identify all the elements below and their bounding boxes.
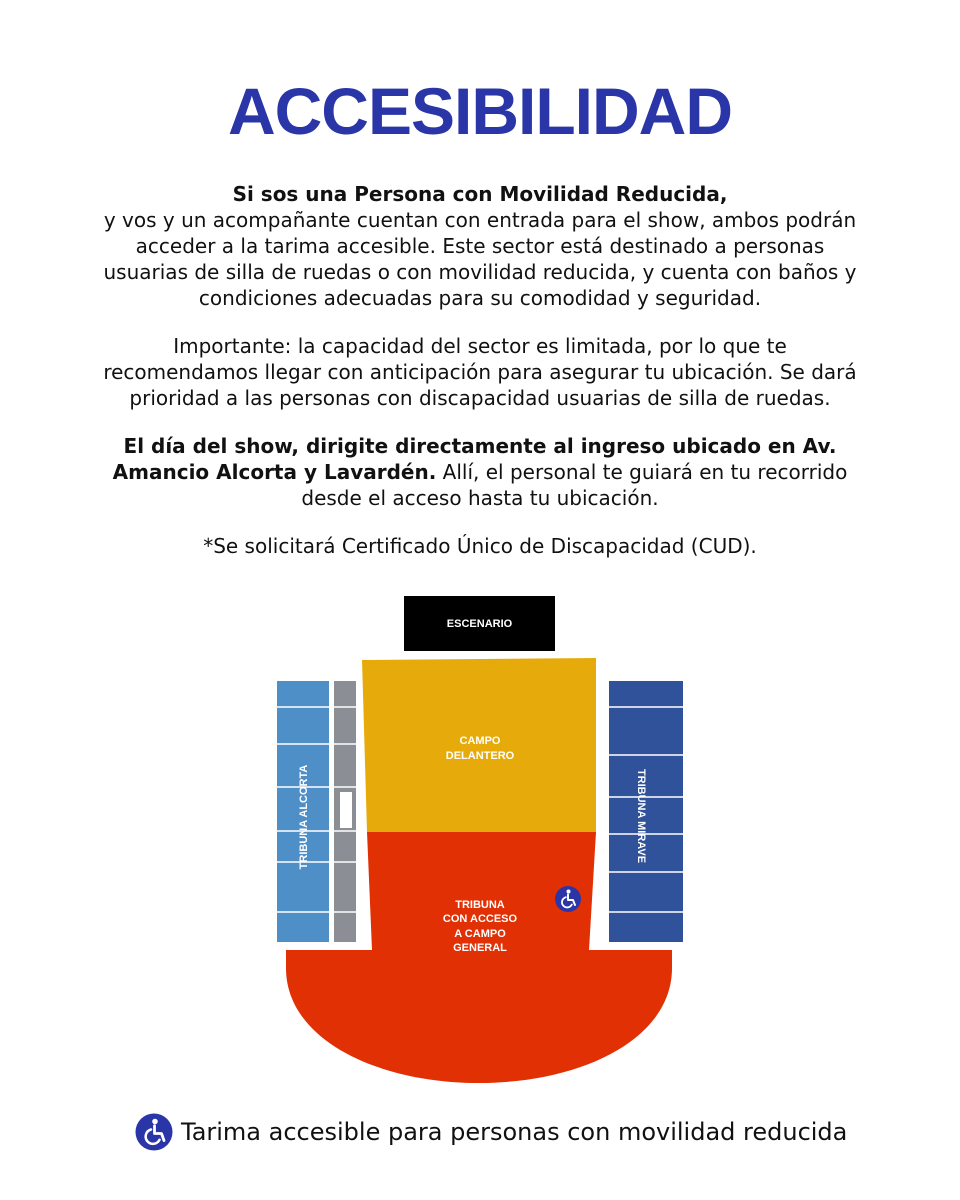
show-day-line-rest: Allí, el personal te guiará en tu recorrido bbox=[436, 460, 848, 484]
campo-general-label: CON ACCESO bbox=[442, 913, 518, 925]
campo-general-label: TRIBUNA bbox=[455, 899, 505, 911]
show-day-line: desde el acceso hasta tu ubicación. bbox=[301, 486, 659, 510]
page-title: ACCESIBILIDAD bbox=[227, 74, 732, 148]
cud-note-text: *Se solicitará Certificado Único de Discapacidad (CUD). bbox=[203, 534, 757, 558]
tribuna-alcorta-label: TRIBUNA ALCORTA bbox=[298, 764, 310, 870]
important-line: Importante: la capacidad del sector es limitada, por lo que te bbox=[173, 334, 787, 358]
legend-text: Tarima accesible para personas con movilidad reducida bbox=[181, 1118, 848, 1146]
legend bbox=[135, 1112, 847, 1152]
important-line: recomendamos llegar con anticipación para asegurar tu ubicación. Se dará bbox=[103, 360, 857, 384]
stage-label: ESCENARIO bbox=[446, 618, 513, 630]
intro-line: usuarias de silla de ruedas o con movilidad reducida, y cuenta con baños y bbox=[103, 260, 857, 284]
wheelchair-accessibility-icon bbox=[555, 886, 581, 912]
campo-delantero-label: DELANTERO bbox=[445, 750, 515, 762]
wheelchair-accessibility-icon bbox=[135, 1113, 173, 1151]
tribuna-mirave-label: TRIBUNA MIRAVE bbox=[635, 768, 647, 864]
intro-line: condiciones adecuadas para su comodidad y seguridad. bbox=[198, 286, 762, 310]
campo-delantero-label: CAMPO bbox=[459, 735, 501, 747]
important-line: prioridad a las personas con discapacidad usuarias de silla de ruedas. bbox=[129, 386, 831, 410]
aisle-notch bbox=[340, 792, 352, 828]
intro-line: y vos y un acompañante cuentan con entrada para el show, ambos podrán bbox=[103, 208, 857, 232]
aisle-section bbox=[334, 681, 356, 942]
show-day-address: Amancio Alcorta y Lavardén. bbox=[112, 460, 437, 484]
campo-general-label: GENERAL bbox=[453, 942, 507, 954]
show-day-line: El día del show, dirigite directamente al ingreso ubicado en Av. bbox=[123, 434, 837, 458]
intro-heading: Si sos una Persona con Movilidad Reducida, bbox=[232, 182, 728, 206]
campo-general-label: A CAMPO bbox=[454, 928, 506, 940]
intro-line: acceder a la tarima accesible. Este sector está destinado a personas bbox=[135, 234, 825, 258]
